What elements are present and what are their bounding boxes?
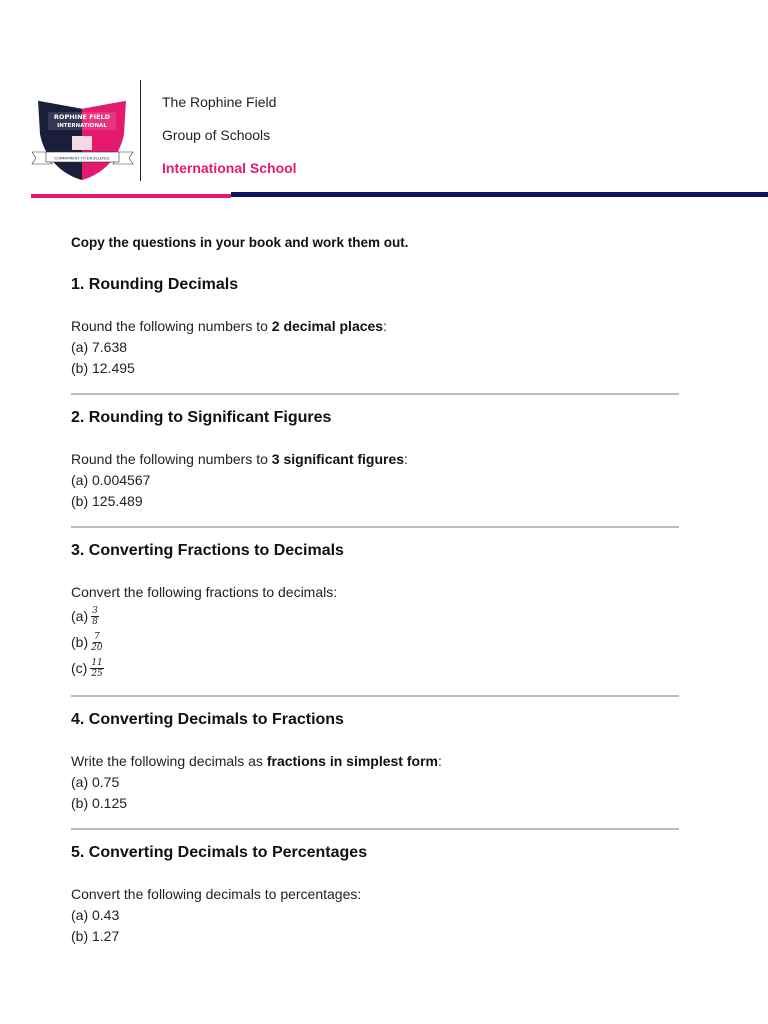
section-title: 1. Rounding Decimals: [71, 276, 239, 293]
section-rounding-decimals: [71, 274, 679, 379]
header-rule-navy: [231, 192, 768, 197]
section-prompt: Write the following decimals as fractions in simplest form:: [71, 753, 442, 769]
section-fractions-to-decimals: [71, 540, 679, 681]
section-title: 5. Converting Decimals to Percentages: [71, 844, 368, 861]
instructions: Copy the questions in your book and work them out.: [71, 235, 409, 250]
section-title: 4. Converting Decimals to Fractions: [71, 711, 344, 728]
header-divider: [140, 80, 141, 181]
fraction: $\frac{7}{20}$: [91, 631, 103, 653]
section-prompt: Convert the following fractions to decimals:: [71, 584, 338, 600]
question-item: (a) 0.43: [71, 907, 120, 923]
question-item: (b) 1.27: [71, 928, 120, 944]
section-divider: [71, 393, 679, 395]
section-prompt: Round the following numbers to 3 significant figures:: [71, 451, 408, 467]
section-decimals-to-fractions: [71, 709, 679, 814]
section-title: 2. Rounding to Significant Figures: [71, 409, 332, 426]
question-item: (a) 0.75: [71, 774, 120, 790]
school-name-line-3: International School: [162, 160, 297, 176]
fraction: $\frac{3}{8}$: [92, 605, 98, 627]
school-crest-logo: [30, 94, 135, 186]
section-prompt: Round the following numbers to 2 decimal places:: [71, 318, 387, 334]
crest-motto: COMMITMENT TO EXCELLENCE: [54, 156, 110, 161]
fraction: $\frac{11}{25}$: [91, 657, 103, 679]
question-item: (b) 0.125: [71, 795, 128, 811]
section-decimals-to-percentages: [71, 842, 679, 947]
question-item: (c) $\frac{11}{25}$: [71, 657, 103, 679]
question-item: (b) $\frac{7}{20}$: [71, 631, 103, 653]
question-item: (a) $\frac{3}{8}$: [71, 605, 98, 627]
section-divider: [71, 828, 679, 830]
question-item: (b) 12.495: [71, 360, 135, 376]
question-item: (b) 125.489: [71, 493, 143, 509]
school-name-block: [162, 92, 297, 178]
section-prompt: Convert the following decimals to percentages:: [71, 886, 362, 902]
crest-text-top: ROPHINE FIELD: [53, 113, 111, 121]
section-divider: [71, 695, 679, 697]
section-divider: [71, 526, 679, 528]
question-item: (a) 7.638: [71, 339, 128, 355]
crest-text-mid: INTERNATIONAL: [57, 123, 107, 129]
question-item: (a) 0.004567: [71, 472, 151, 488]
school-name-line-2: Group of Schools: [162, 127, 271, 143]
school-name-line-1: The Rophine Field: [162, 94, 277, 110]
worksheet-body: [71, 234, 679, 947]
header-rule-pink: [31, 194, 231, 198]
section-significant-figures: [71, 407, 679, 512]
section-title: 3. Converting Fractions to Decimals: [71, 542, 344, 559]
letterhead: [0, 0, 768, 200]
